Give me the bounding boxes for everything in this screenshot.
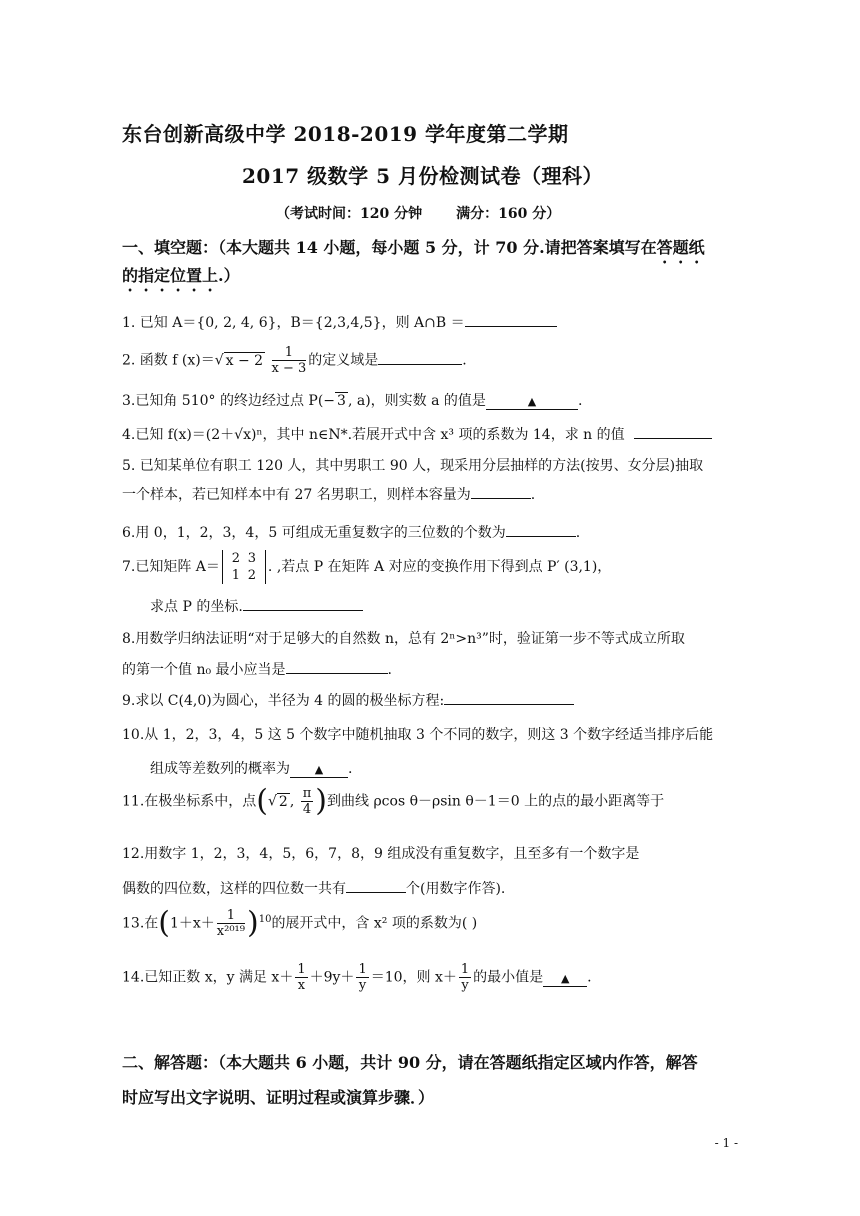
answer-blank[interactable] bbox=[471, 484, 531, 499]
exam-info bbox=[276, 203, 560, 223]
question-1: 1. 已知 A＝{0, 2, 4, 6}，B＝{2,3,4,5}，则 A∩B ＝ bbox=[122, 312, 557, 332]
question-7-line1: 7.已知矩阵 A＝2 3 1 2. ,若点 P 在矩阵 A 对应的变换作用下得到点 P′ (3,1)， bbox=[122, 551, 612, 583]
fraction: $\frac{\pi}{4}$ bbox=[302, 786, 312, 817]
section1-heading-line2: 的指定位置上.） bbox=[122, 266, 240, 285]
question-4: 4.已知 f(x)＝(2＋√x)ⁿ，其中 n∈N*.若展开式中含 x³ 项的系数为 14，求 n 的值 bbox=[122, 424, 712, 444]
question-12-line1: 12.用数字 1，2，3，4，5，6，7，8，9 组成没有重复数字，且至多有一个数字是 bbox=[122, 846, 640, 862]
full-score: 满分：160 分） bbox=[456, 206, 561, 222]
fraction: $\frac{1}{y}$ bbox=[460, 962, 470, 993]
fraction: $\frac{1}{x}$ bbox=[297, 962, 306, 993]
question-10-line1: 10.从 1，2，3，4，5 这 5 个数字中随机抽取 3 个不同的数字，则这 3 个数字经适当排序后能 bbox=[122, 727, 714, 743]
matrix-a: 2 3 1 2 bbox=[222, 550, 266, 584]
page-number: - 1 - bbox=[714, 1136, 738, 1150]
question-11: 11.在极坐标系中，点(√ 2 , $\frac{\pi}{4}$ )到曲线 ρcos θ－ρsin θ－1＝0 上的点的最小距离等于 bbox=[122, 783, 665, 819]
answer-blank[interactable] bbox=[346, 878, 406, 893]
answer-blank[interactable] bbox=[286, 659, 388, 674]
question-2: 2. 函数 f (x)＝√ x − 2 $\frac{1}{x - 3}$ 的定义域是 . bbox=[122, 345, 467, 376]
answer-blank[interactable] bbox=[634, 424, 712, 439]
question-9: 9.求以 C(4,0)为圆心，半径为 4 的圆的极坐标方程: bbox=[122, 690, 574, 710]
fraction: $\frac{1}{y}$ bbox=[358, 962, 367, 993]
answer-blank[interactable] bbox=[506, 522, 576, 537]
answer-blank[interactable]: ▲ bbox=[486, 395, 578, 410]
exam-title-line2: 2017 级数学 5 月份检测试卷（理科） bbox=[242, 164, 603, 188]
question-10-line2: 组成等差数列的概率为 ▲ . bbox=[150, 761, 353, 777]
exam-title-line1: 东台创新高级中学 2018-2019 学年度第二学期 bbox=[122, 122, 569, 146]
fraction: $\frac{1}{x - 3}$ bbox=[271, 345, 307, 376]
question-6: 6.用 0，1，2，3，4，5 可组成无重复数字的三位数的个数为 . bbox=[122, 522, 580, 542]
question-13: 13.在(1＋x＋ $\frac{1}{\text{x²⁰¹⁹}}$ )$^{10}$的展开式中，含 x² 项的系数为( ) bbox=[122, 905, 478, 941]
section2-heading-line1: 二、解答题：（本大题共 6 小题，共计 90 分，请在答题纸指定区域内作答，解答 bbox=[122, 1053, 698, 1072]
question-8-line1: 8.用数学归纳法证明“对于足够大的自然数 n，总有 2ⁿ>n³”时，验证第一步不等式成立所取 bbox=[122, 631, 685, 647]
answer-blank[interactable] bbox=[444, 690, 574, 705]
question-7-line2: 求点 P 的坐标. bbox=[150, 596, 363, 616]
question-3: 3.已知角 510° 的终边经过点 P(− 3 , a)，则实数 a 的值是 ▲ . bbox=[122, 393, 583, 409]
exam-time: （考试时间：120 分钟 bbox=[276, 206, 423, 222]
answer-blank[interactable] bbox=[465, 312, 557, 327]
answer-blank[interactable] bbox=[243, 596, 363, 611]
question-8-line2: 的第一个值 n₀ 最小应当是 . bbox=[122, 659, 392, 679]
question-5-line1: 5. 已知某单位有职工 120 人，其中男职工 90 人，现采用分层抽样的方法(按男、女分层)抽取 bbox=[122, 458, 704, 474]
question-5-line2: 一个样本，若已知样本中有 27 名男职工，则样本容量为 . bbox=[122, 484, 535, 504]
dotted-emphasis: 答题纸 bbox=[656, 238, 705, 257]
answer-blank[interactable]: ▲ bbox=[543, 972, 587, 987]
section1-heading-line1: 一、填空题：（本大题共 14 小题，每小题 5 分，计 70 分.请把答案填写在答题纸 bbox=[122, 238, 705, 257]
question-14: 14.已知正数 x，y 满足 x＋ $\frac{1}{x}$ ＋9y＋ $\frac{1}{y}$ ＝10，则 x＋ $\frac{1}{y}$ 的最小值是 ▲ . bbox=[122, 962, 592, 993]
question-12-line2: 偶数的四位数，这样的四位数一共有 个(用数字作答). bbox=[122, 878, 505, 898]
fraction: $\frac{1}{\text{x²⁰¹⁹}}$ bbox=[216, 908, 245, 939]
section2-heading-line2: 时应写出文字说明、证明过程或演算步骤．） bbox=[122, 1088, 435, 1107]
sqrt-sign: √ bbox=[214, 352, 224, 369]
answer-blank[interactable] bbox=[378, 350, 462, 365]
answer-blank[interactable]: ▲ bbox=[290, 763, 348, 778]
